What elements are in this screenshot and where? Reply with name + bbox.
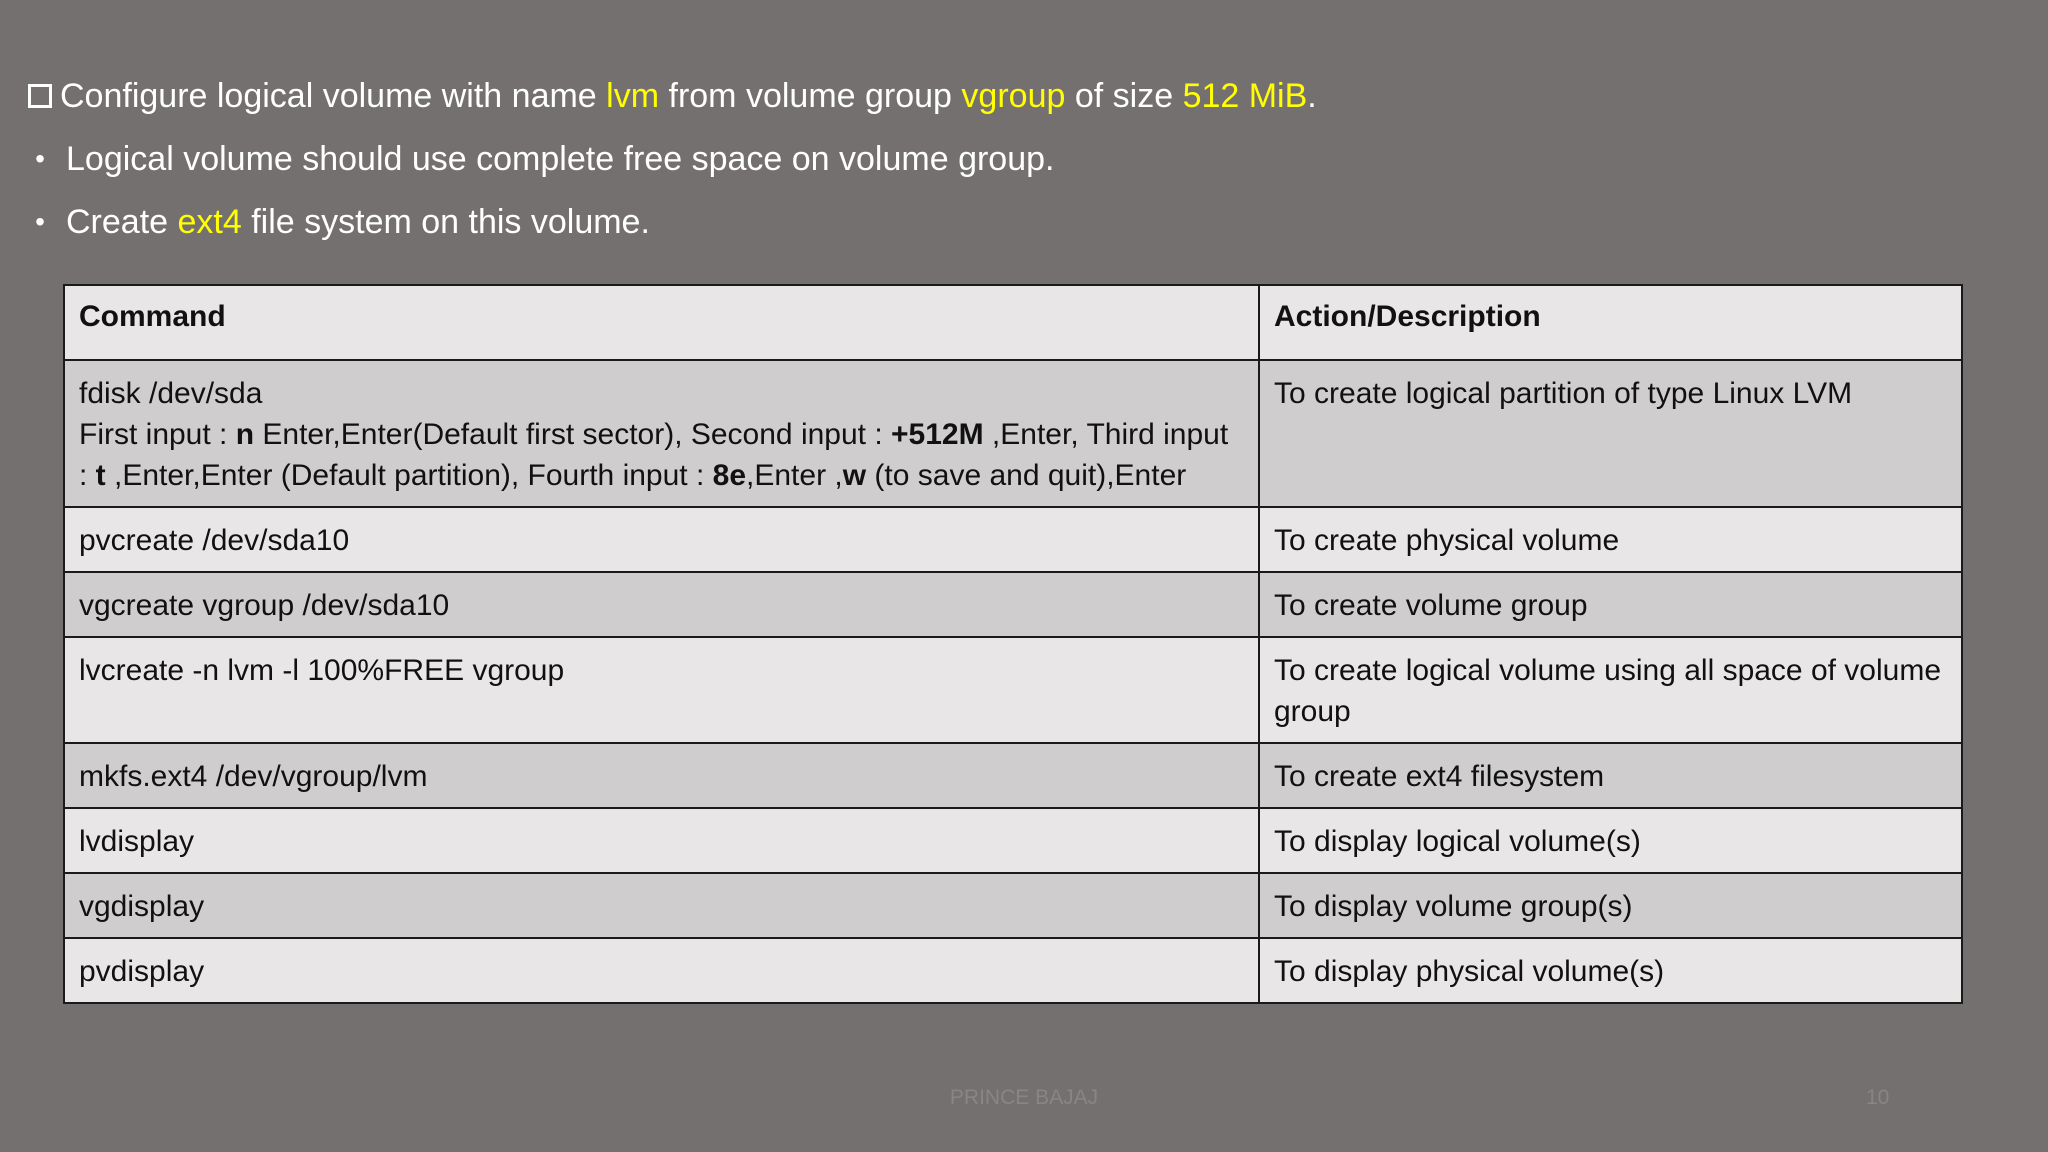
instruction-key: 8e: [712, 459, 747, 492]
table-header-row: [64, 285, 1962, 360]
table-row: [64, 743, 1962, 808]
table-row: [64, 637, 1962, 743]
heading-part: of size: [1065, 77, 1183, 115]
command-table: [63, 284, 1963, 1004]
bullet-text: [66, 202, 650, 242]
command-cell: pvcreate /dev/sda10: [64, 507, 1259, 572]
command-cell: vgcreate vgroup /dev/sda10: [64, 572, 1259, 637]
instruction-key: t: [95, 459, 106, 492]
bullet-text: Logical volume should use complete free space on volume group.: [66, 140, 1055, 178]
command-cell: pvdisplay: [64, 938, 1259, 1003]
instruction-part: ,Enter, Third input :: [79, 418, 1229, 492]
description-cell: To display volume group(s): [1259, 873, 1962, 938]
heading-part: from volume group: [659, 77, 962, 115]
bullet-part: Create: [66, 203, 178, 241]
description-cell: To create logical volume using all space of volume group: [1259, 637, 1962, 743]
table-row: [64, 507, 1962, 572]
table-row: [64, 808, 1962, 873]
description-cell: To create physical volume: [1259, 507, 1962, 572]
checkbox-bullet-icon: [28, 84, 52, 108]
highlight-lvm: lvm: [606, 77, 660, 115]
instruction-part: ,Enter ,: [746, 459, 843, 492]
highlight-ext4: ext4: [177, 203, 242, 241]
table-row: [64, 938, 1962, 1003]
table-row: [64, 360, 1962, 507]
instruction-key: n: [235, 418, 255, 451]
command-cell: vgdisplay: [64, 873, 1259, 938]
command-cell: [64, 360, 1259, 507]
description-cell: To create ext4 filesystem: [1259, 743, 1962, 808]
description-cell: To create volume group: [1259, 572, 1962, 637]
command-cell: mkfs.ext4 /dev/vgroup/lvm: [64, 743, 1259, 808]
bullet-dot-icon: •: [35, 206, 45, 237]
command-text: fdisk /dev/sda: [79, 377, 263, 410]
footer-author: PRINCE BAJAJ: [949, 1086, 1099, 1109]
command-cell: lvcreate -n lvm -l 100%FREE vgroup: [64, 637, 1259, 743]
page-number: 10: [1866, 1086, 1890, 1109]
description-cell: To create logical partition of type Linux LVM: [1259, 360, 1962, 507]
table-row: [64, 873, 1962, 938]
instruction-key: w: [842, 459, 867, 492]
bullet-part: file system on this volume.: [241, 203, 650, 241]
bullet-item: [28, 202, 2008, 242]
table-row: [64, 572, 1962, 637]
task-heading: [28, 76, 2008, 116]
task-list: [28, 76, 2008, 265]
command-cell: lvdisplay: [64, 808, 1259, 873]
instruction-part: First input :: [79, 418, 236, 451]
fdisk-instructions: [79, 418, 1228, 492]
instruction-part: (to save and quit),Enter: [866, 459, 1187, 492]
heading-text: [60, 76, 1317, 116]
bullet-dot-icon: •: [35, 143, 45, 174]
description-cell: To display physical volume(s): [1259, 938, 1962, 1003]
bullet-item: [28, 139, 2008, 179]
instruction-part: Enter,Enter(Default first sector), Second input :: [254, 418, 892, 451]
description-cell: To display logical volume(s): [1259, 808, 1962, 873]
instruction-part: ,Enter,Enter (Default partition), Fourth input :: [105, 459, 713, 492]
heading-part: .: [1307, 77, 1317, 115]
highlight-vgroup: vgroup: [961, 77, 1066, 115]
heading-part: Configure logical volume with name: [60, 77, 607, 115]
column-header-command: Command: [64, 285, 1259, 360]
instruction-key: +512M: [891, 418, 984, 451]
highlight-size: 512 MiB: [1182, 77, 1308, 115]
column-header-description: Action/Description: [1259, 285, 1962, 360]
